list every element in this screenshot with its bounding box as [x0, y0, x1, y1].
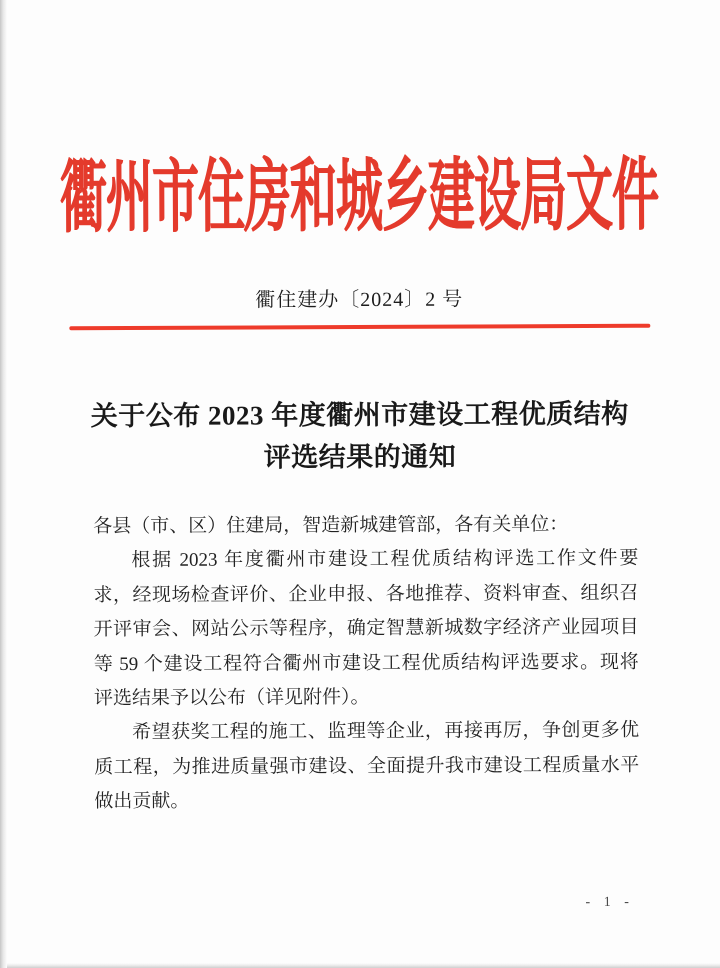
- body-line: 根据 2023 年度衢州市建设工程优质结构评选工作文件要: [131, 548, 639, 572]
- notice-title-line2: 评选结果的通知: [263, 441, 457, 473]
- notice-title-line1: 关于公布 2023 年度衢州市建设工程优质结构: [90, 398, 629, 432]
- body-line-salutation: 各县（市、区）住建局，智造新城建管部，各有关单位：: [93, 514, 569, 538]
- body-line: 希望获奖工程的施工、监理等企业，再接再厉，争创更多优: [132, 720, 640, 744]
- page-number: - 1 -: [585, 894, 634, 911]
- body-line: 做出贡献。: [94, 790, 190, 813]
- body-line: 求，经现场检查评价、企业申报、各地推荐、资料审查、组织召: [93, 582, 639, 606]
- agency-letterhead-title: 衢州市住房和城乡建设局文件: [59, 152, 658, 244]
- body-line: 开评审会、网站公示等程序，确定智慧新城数字经济产业园项目: [93, 617, 639, 641]
- notice-title: [0, 392, 720, 479]
- document-reference-number: 衢住建办〔2024〕2 号: [255, 288, 464, 312]
- notice-body: [93, 508, 639, 820]
- red-divider-line: [69, 324, 650, 331]
- body-line: 评选结果予以公布（详见附件）。: [93, 686, 370, 710]
- scan-edge-left: [0, 0, 7, 968]
- body-line: 等 59 个建设工程符合衢州市建设工程优质结构评选要求。现将: [93, 651, 639, 675]
- body-line: 质工程，为推进质量强市建设、全面提升我市建设工程质量水平: [94, 754, 640, 779]
- scan-edge-bottom: [0, 963, 720, 968]
